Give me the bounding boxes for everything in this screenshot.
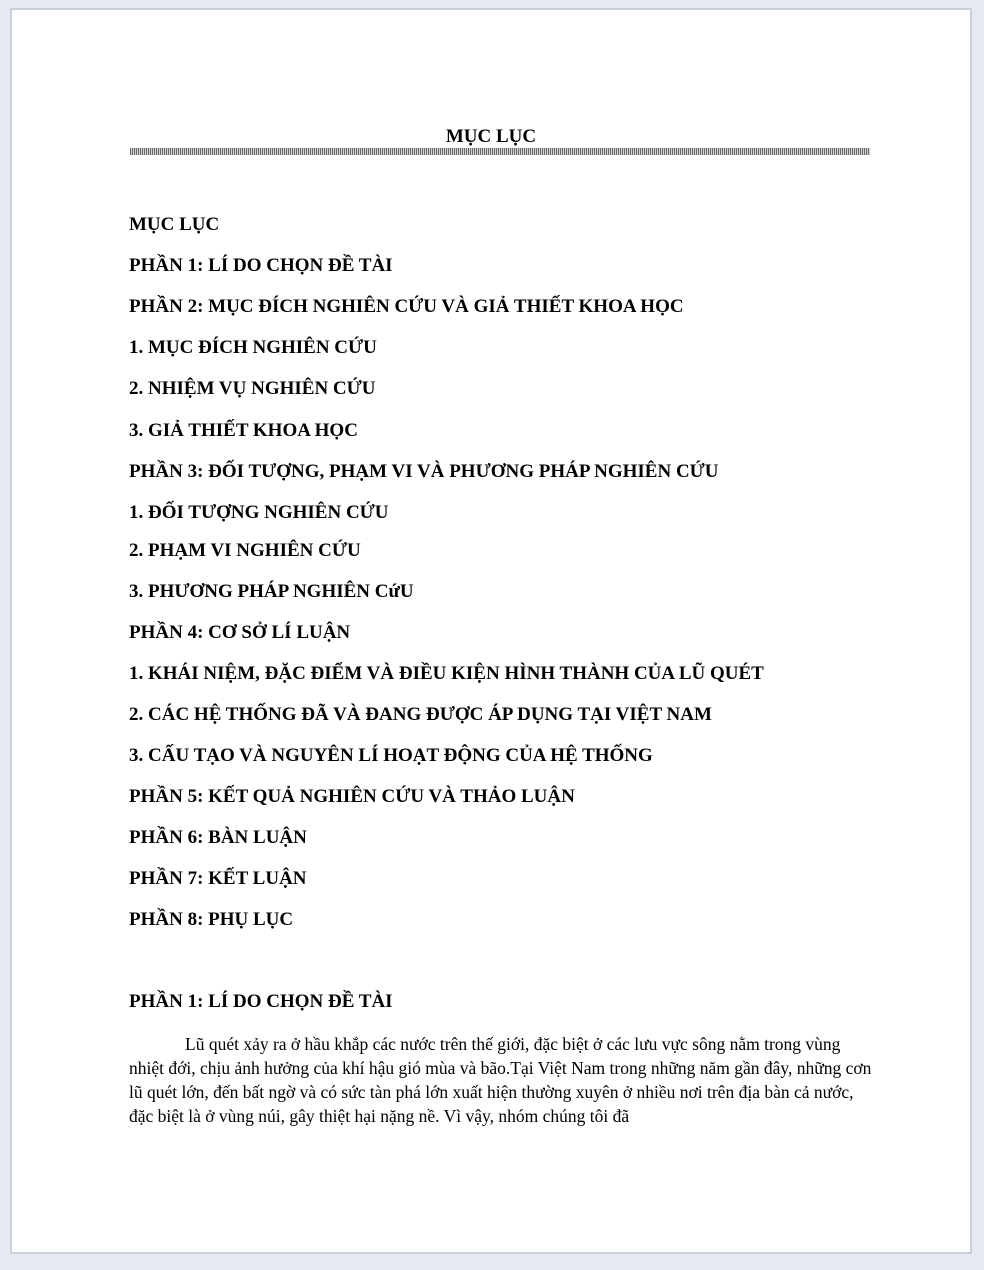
toc-item: PHẦN 4: CƠ SỞ LÍ LUẬN <box>129 622 351 643</box>
section-heading: PHẦN 1: LÍ DO CHỌN ĐỀ TÀI <box>129 991 393 1012</box>
toc-item: 1. KHÁI NIỆM, ĐẶC ĐIỂM VÀ ĐIỀU KIỆN HÌNH THÀNH CỦA LŨ QUÉT <box>129 663 764 684</box>
toc-item: PHẦN 6: BÀN LUẬN <box>129 827 307 848</box>
header-divider <box>130 148 870 155</box>
toc-item: 3. CẤU TẠO VÀ NGUYÊN LÍ HOẠT ĐỘNG CỦA HỆ THỐNG <box>129 745 653 766</box>
toc-item: 2. CÁC HỆ THỐNG ĐÃ VÀ ĐANG ĐƯỢC ÁP DỤNG TẠI VIỆT NAM <box>129 704 712 725</box>
toc-item: PHẦN 1: LÍ DO CHỌN ĐỀ TÀI <box>129 255 393 276</box>
toc-item: PHẦN 8: PHỤ LỤC <box>129 909 294 930</box>
toc-item: 3. PHƯƠNG PHÁP NGHIÊN CứU <box>129 581 414 602</box>
toc-item: 1. ĐỐI TƯỢNG NGHIÊN CỨU <box>129 502 389 523</box>
toc-item: 2. PHẠM VI NGHIÊN CỨU <box>129 540 361 561</box>
toc-item: 3. GIẢ THIẾT KHOA HỌC <box>129 420 358 441</box>
toc-item: PHẦN 3: ĐỐI TƯỢNG, PHẠM VI VÀ PHƯƠNG PHÁP NGHIÊN CỨU <box>129 461 719 482</box>
toc-item: 2. NHIỆM VỤ NGHIÊN CỨU <box>129 378 376 399</box>
toc-item: PHẦN 5: KẾT QUẢ NGHIÊN CỨU VÀ THẢO LUẬN <box>129 786 575 807</box>
toc-item: PHẦN 2: MỤC ĐÍCH NGHIÊN CỨU VÀ GIẢ THIẾT KHOA HỌC <box>129 296 684 317</box>
toc-item: 1. MỤC ĐÍCH NGHIÊN CỨU <box>129 337 377 358</box>
toc-item: PHẦN 7: KẾT LUẬN <box>129 868 307 889</box>
section-paragraph: Lũ quét xảy ra ở hầu khắp các nước trên thế giới, đặc biệt ở các lưu vực sông nằm trong vùng nhiệt đới, chịu ảnh hưởng của khí hậu gió mùa và bão.Tại Việt Nam trong những năm gần đây, những cơn lũ quét lớn, đến bất ngờ và có sức tàn phá lớn xuất hiện thường xuyên ở nhiều nơi trên địa bàn cả nước, đặc biệt là ở vùng núi, gây thiệt hại nặng nề. Vì vậy, nhóm chúng tôi đã <box>129 1034 872 1126</box>
document-page <box>10 8 972 1254</box>
toc-item: MỤC LỤC <box>129 214 220 235</box>
page-header-title: MỤC LỤC <box>445 126 537 147</box>
